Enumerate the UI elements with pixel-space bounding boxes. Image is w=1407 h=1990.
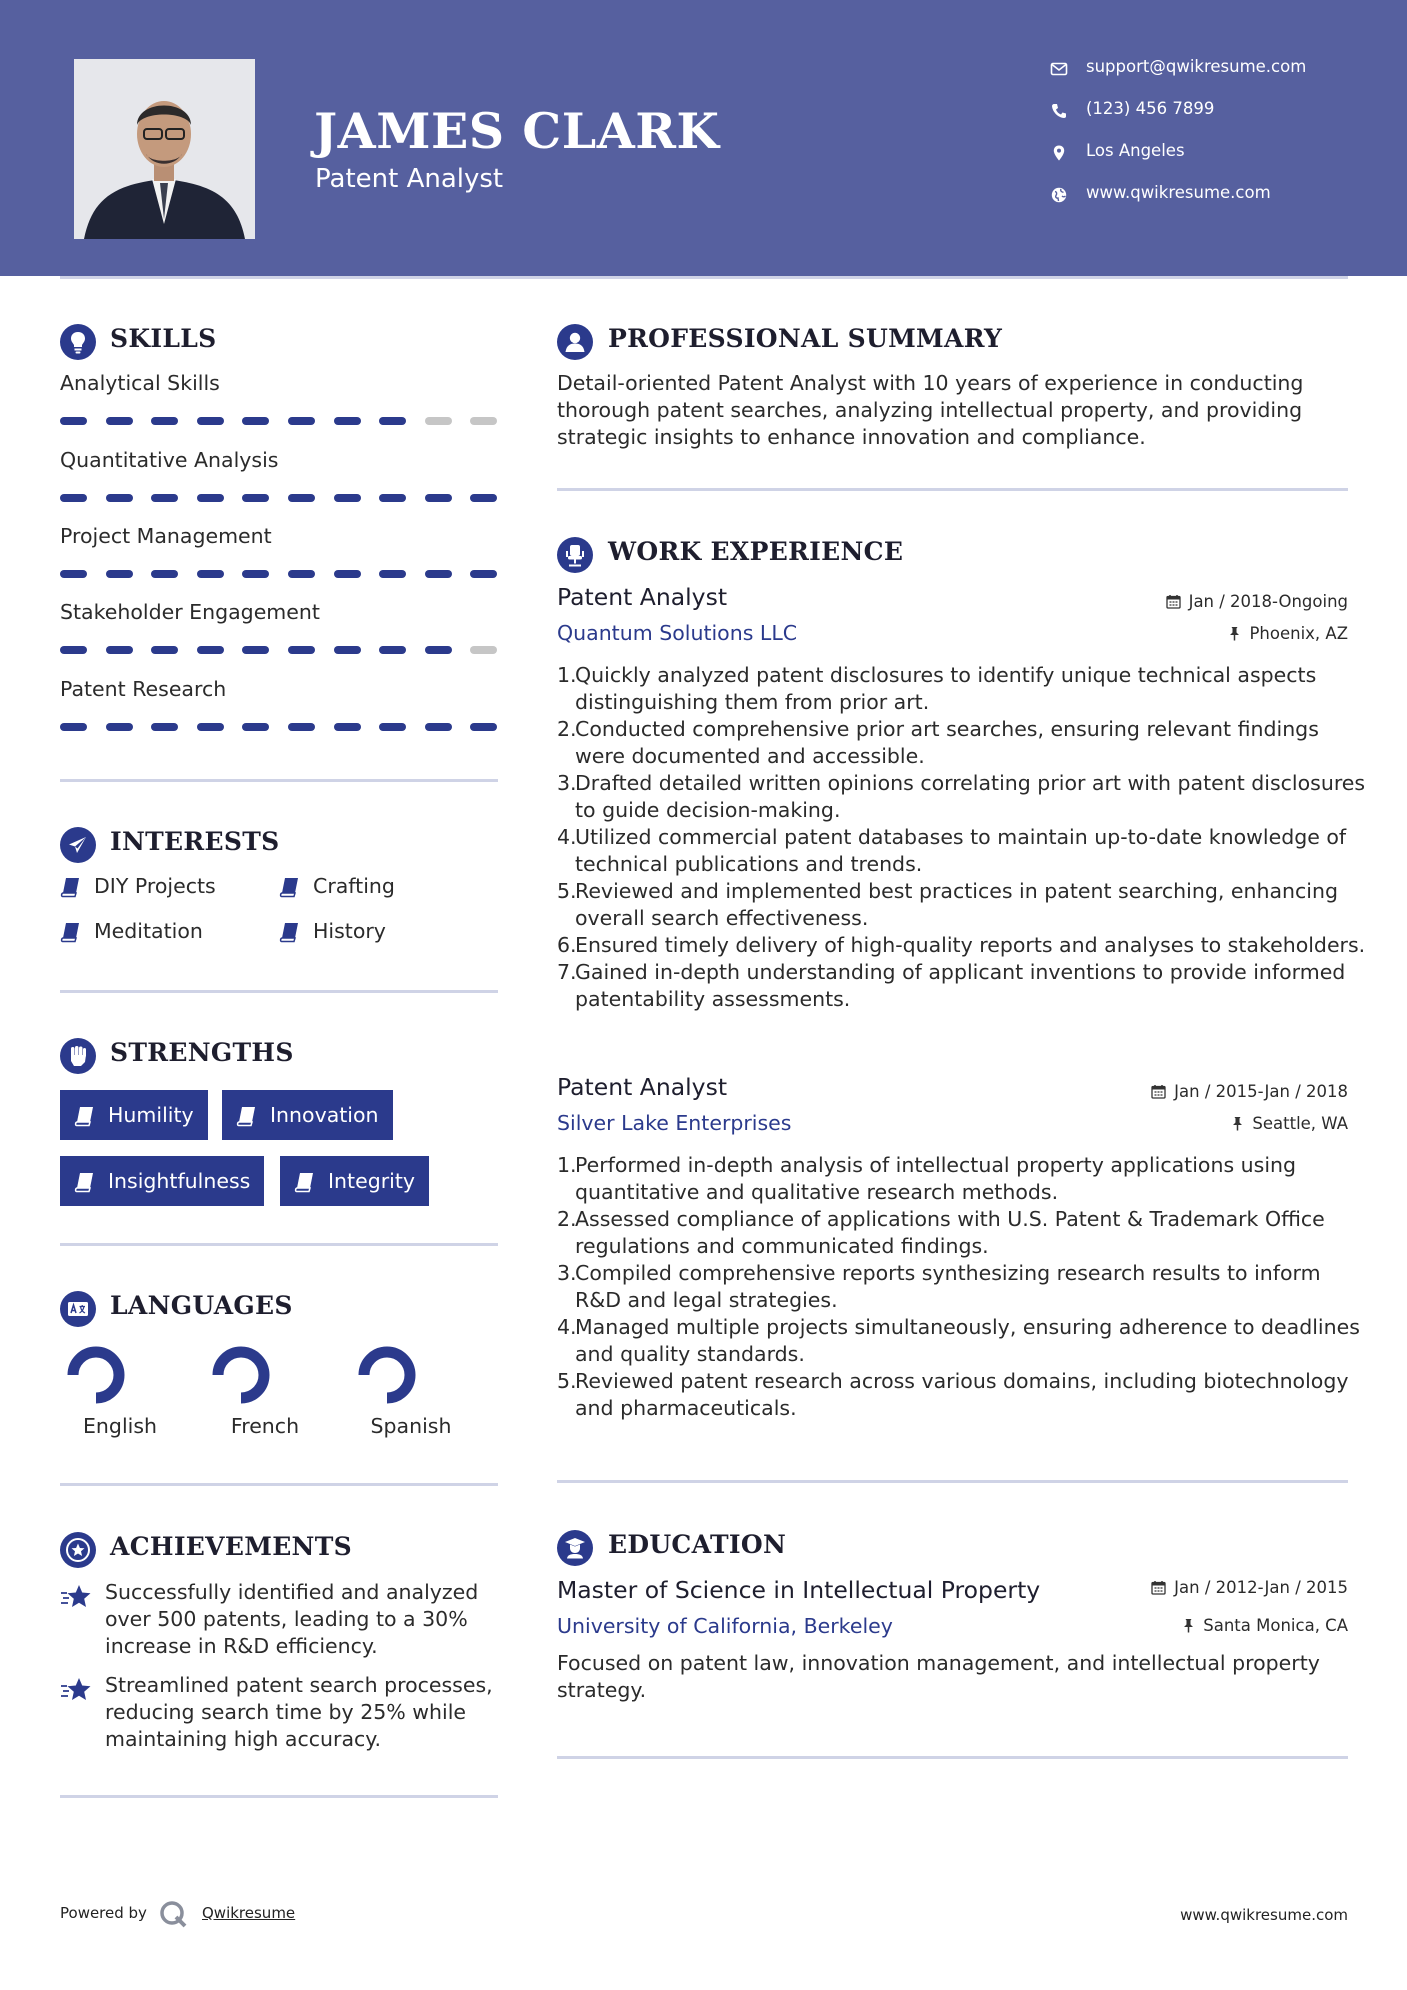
skill-dash-filled: [470, 494, 497, 502]
skill-dash-filled: [242, 646, 269, 654]
skill-dash-filled: [106, 417, 133, 425]
book-icon: [74, 1105, 95, 1127]
job-duties-list: [557, 1152, 1370, 1422]
skill-dash-filled: [197, 723, 224, 731]
section-divider: [557, 1480, 1348, 1483]
skill-dash-filled: [470, 723, 497, 731]
strength-label: Insightfulness: [108, 1169, 251, 1193]
education-description: Focused on patent law, innovation management, and intellectual property strategy.: [557, 1651, 1320, 1702]
skill-dash-filled: [60, 646, 87, 654]
contact-website[interactable]: [1050, 182, 1370, 212]
contact-location: [1050, 140, 1370, 170]
calendar-icon: [1166, 594, 1181, 609]
summary-heading: PROFESSIONAL SUMMARY: [608, 324, 1003, 353]
job-company: Silver Lake Enterprises: [557, 1111, 792, 1135]
contact-phone-text: (123) 456 7899: [1086, 99, 1215, 118]
powered-by-label: Powered by: [60, 1904, 147, 1922]
qwikresume-link[interactable]: Qwikresume: [202, 1904, 296, 1922]
skill-dash-filled: [288, 646, 315, 654]
education-dates-text: Jan / 2012-Jan / 2015: [1174, 1578, 1348, 1597]
pushpin-icon: [1228, 626, 1241, 641]
interest-label: History: [313, 919, 386, 943]
strength-tag: [222, 1090, 393, 1140]
contact-website-text: www.qwikresume.com: [1086, 183, 1271, 202]
skill-dash-filled: [106, 723, 133, 731]
job-duties-list: [557, 662, 1370, 1013]
skill-dash-empty: [470, 646, 497, 654]
skill-dash-filled: [242, 723, 269, 731]
language-ring-arc: [218, 1352, 264, 1398]
duty-item: Managed multiple projects simultaneously, ensuring adherence to deadlines and quality standards.: [575, 1315, 1360, 1366]
globe-icon: [1050, 186, 1068, 204]
skill-dash-empty: [470, 417, 497, 425]
star-badge-icon: [60, 1532, 96, 1568]
strength-label: Innovation: [270, 1103, 379, 1127]
job-title: Patent Analyst: [557, 1073, 728, 1101]
skill-dash-filled: [197, 494, 224, 502]
section-divider: [60, 1243, 498, 1246]
skill-dash-filled: [197, 417, 224, 425]
achievement-item: [60, 1672, 510, 1753]
duty-item: Ensured timely delivery of high-quality reports and analyses to stakeholders.: [575, 933, 1366, 957]
section-divider: [60, 990, 498, 993]
strength-tag: [60, 1090, 208, 1140]
skill-dash-filled: [242, 417, 269, 425]
interest-label: DIY Projects: [94, 874, 216, 898]
skill-dash-filled: [151, 417, 178, 425]
section-divider: [557, 488, 1348, 491]
section-divider: [557, 1756, 1348, 1759]
language-label: Spanish: [370, 1414, 452, 1438]
skill-dash-filled: [288, 723, 315, 731]
calendar-icon: [1151, 1580, 1166, 1595]
skill-dash-empty: [425, 417, 452, 425]
experience-heading: WORK EXPERIENCE: [608, 537, 904, 566]
section-divider: [60, 1483, 498, 1486]
skill-dash-filled: [60, 494, 87, 502]
skill-dash-filled: [151, 723, 178, 731]
skill-dash-filled: [379, 494, 406, 502]
header-divider: [60, 276, 1348, 279]
skill-dash-filled: [470, 570, 497, 578]
language-label: English: [82, 1414, 158, 1438]
interests-heading: INTERESTS: [110, 827, 280, 856]
skill-dash-filled: [242, 494, 269, 502]
skill-dash-filled: [379, 417, 406, 425]
job-dates: [1151, 1082, 1348, 1101]
skill-dash-filled: [425, 570, 452, 578]
envelope-icon: [1050, 60, 1068, 78]
achievements-heading: ACHIEVEMENTS: [110, 1532, 352, 1561]
skill-dash-filled: [288, 494, 315, 502]
profile-photo: [74, 59, 255, 239]
qwikresume-logo-icon: [158, 1899, 188, 1929]
achievement-text: Successfully identified and analyzed over 500 patents, leading to a 30% increase in R&D efficiency.: [105, 1580, 479, 1658]
skill-dash-filled: [288, 417, 315, 425]
job-company: Quantum Solutions LLC: [557, 621, 798, 645]
summary-text: Detail-oriented Patent Analyst with 10 years of experience in conducting thorough patent searches, analyzing intellectual property, and providing strategic insights to enhance innovation and compliance.: [557, 371, 1304, 449]
section-divider: [60, 1795, 498, 1798]
contact-email[interactable]: [1050, 56, 1370, 86]
candidate-title: Patent Analyst: [315, 164, 504, 194]
skill-dash-filled: [334, 570, 361, 578]
skill-dash-filled: [242, 570, 269, 578]
language-ring: [355, 1343, 419, 1407]
language-ring: [209, 1343, 273, 1407]
education-heading: EDUCATION: [608, 1530, 787, 1559]
footer-url[interactable]: www.qwikresume.com: [1180, 1906, 1348, 1924]
book-icon: [279, 876, 300, 898]
book-icon: [236, 1105, 257, 1127]
office-chair-icon: [557, 537, 593, 573]
skill-dash-filled: [197, 646, 224, 654]
map-pin-icon: [1050, 144, 1068, 162]
skill-dash-filled: [151, 570, 178, 578]
skill-label: Stakeholder Engagement: [60, 600, 320, 624]
achievement-text: Streamlined patent search processes, reducing search time by 25% while maintaining high accuracy.: [105, 1673, 493, 1751]
skill-label: Patent Research: [60, 677, 227, 701]
pushpin-icon: [1231, 1116, 1244, 1131]
job-location: [1228, 624, 1348, 643]
duty-item: Gained in-depth understanding of applicant inventions to provide informed patentability assessments.: [575, 960, 1346, 1011]
duty-item: Quickly analyzed patent disclosures to identify unique technical aspects distinguishing them from prior art.: [575, 663, 1317, 714]
languages-heading: LANGUAGES: [110, 1291, 293, 1320]
skill-dash-filled: [425, 646, 452, 654]
pushpin-icon: [1182, 1618, 1195, 1633]
duty-item: Compiled comprehensive reports synthesizing research results to inform R&D and legal strategies.: [575, 1261, 1321, 1312]
skill-dash-filled: [106, 570, 133, 578]
strength-tag: [280, 1156, 429, 1206]
book-icon: [60, 876, 81, 898]
strength-tag: [60, 1156, 264, 1206]
strengths-heading: STRENGTHS: [110, 1038, 294, 1067]
book-icon: [294, 1171, 315, 1193]
candidate-name: JAMES CLARK: [314, 102, 720, 160]
skill-dash-filled: [60, 570, 87, 578]
skill-dash-filled: [379, 646, 406, 654]
star-icon: [60, 1676, 94, 1706]
book-icon: [74, 1171, 95, 1193]
achievement-item: [60, 1579, 510, 1660]
skill-label: Project Management: [60, 524, 272, 548]
skill-dash-filled: [106, 646, 133, 654]
skill-dash-filled: [425, 494, 452, 502]
education-location-text: Santa Monica, CA: [1203, 1616, 1348, 1635]
phone-icon: [1050, 102, 1068, 120]
duty-item: Reviewed patent research across various domains, including biotechnology and pharmaceuticals.: [575, 1369, 1349, 1420]
skill-dash-filled: [60, 723, 87, 731]
skill-dash-filled: [425, 723, 452, 731]
strength-label: Humility: [108, 1103, 194, 1127]
duty-item: Conducted comprehensive prior art searches, ensuring relevant findings were documented and accessible.: [575, 717, 1319, 768]
contact-location-text: Los Angeles: [1086, 141, 1185, 160]
education-location: [1182, 1616, 1348, 1635]
lightbulb-icon: [60, 324, 96, 360]
duty-item: Utilized commercial patent databases to maintain up-to-date knowledge of technical publications and trends.: [575, 825, 1347, 876]
duty-item: Performed in-depth analysis of intellectual property applications using quantitative and qualitative research methods.: [575, 1153, 1297, 1204]
education-dates: [1151, 1578, 1348, 1597]
skill-dash-filled: [197, 570, 224, 578]
language-label: French: [230, 1414, 300, 1438]
skill-label: Analytical Skills: [60, 371, 220, 395]
skill-dash-filled: [151, 646, 178, 654]
skill-dash-filled: [288, 570, 315, 578]
job-location: [1231, 1114, 1348, 1133]
language-icon: [60, 1291, 96, 1327]
raised-fist-icon: [60, 1038, 96, 1074]
skills-heading: SKILLS: [110, 324, 217, 353]
contact-phone[interactable]: [1050, 98, 1370, 128]
skill-dash-filled: [106, 494, 133, 502]
strength-label: Integrity: [328, 1169, 415, 1193]
job-location-text: Phoenix, AZ: [1249, 624, 1348, 643]
skill-dash-filled: [379, 570, 406, 578]
school-name: University of California, Berkeley: [557, 1614, 893, 1638]
job-dates-text: Jan / 2018-Ongoing: [1188, 592, 1348, 611]
skill-dash-filled: [334, 646, 361, 654]
book-icon: [279, 921, 300, 943]
skill-dash-filled: [334, 723, 361, 731]
skill-dash-filled: [151, 494, 178, 502]
duty-item: Reviewed and implemented best practices in patent searching, enhancing overall search effectiveness.: [575, 879, 1338, 930]
job-title: Patent Analyst: [557, 583, 728, 611]
job-dates-text: Jan / 2015-Jan / 2018: [1174, 1082, 1348, 1101]
user-icon: [557, 324, 593, 360]
contact-email-text: support@qwikresume.com: [1086, 57, 1307, 76]
job-location-text: Seattle, WA: [1252, 1114, 1348, 1133]
degree-title: Master of Science in Intellectual Property: [557, 1576, 1041, 1604]
duty-item: Drafted detailed written opinions correlating prior art with patent disclosures to guide decision-making.: [575, 771, 1366, 822]
section-divider: [60, 779, 498, 782]
paper-plane-icon: [60, 827, 96, 863]
skill-label: Quantitative Analysis: [60, 448, 279, 472]
interest-label: Crafting: [313, 874, 395, 898]
language-ring: [64, 1343, 128, 1407]
language-ring-arc: [73, 1352, 119, 1398]
skill-dash-filled: [334, 417, 361, 425]
job-dates: [1166, 592, 1348, 611]
interest-label: Meditation: [94, 919, 203, 943]
graduate-icon: [557, 1530, 593, 1566]
skill-dash-filled: [379, 723, 406, 731]
language-ring-arc: [364, 1352, 410, 1398]
calendar-icon: [1151, 1084, 1166, 1099]
duty-item: Assessed compliance of applications with U.S. Patent & Trademark Office regulations and communicated findings.: [575, 1207, 1325, 1258]
skill-dash-filled: [334, 494, 361, 502]
star-icon: [60, 1583, 94, 1613]
book-icon: [60, 921, 81, 943]
skill-dash-filled: [60, 417, 87, 425]
